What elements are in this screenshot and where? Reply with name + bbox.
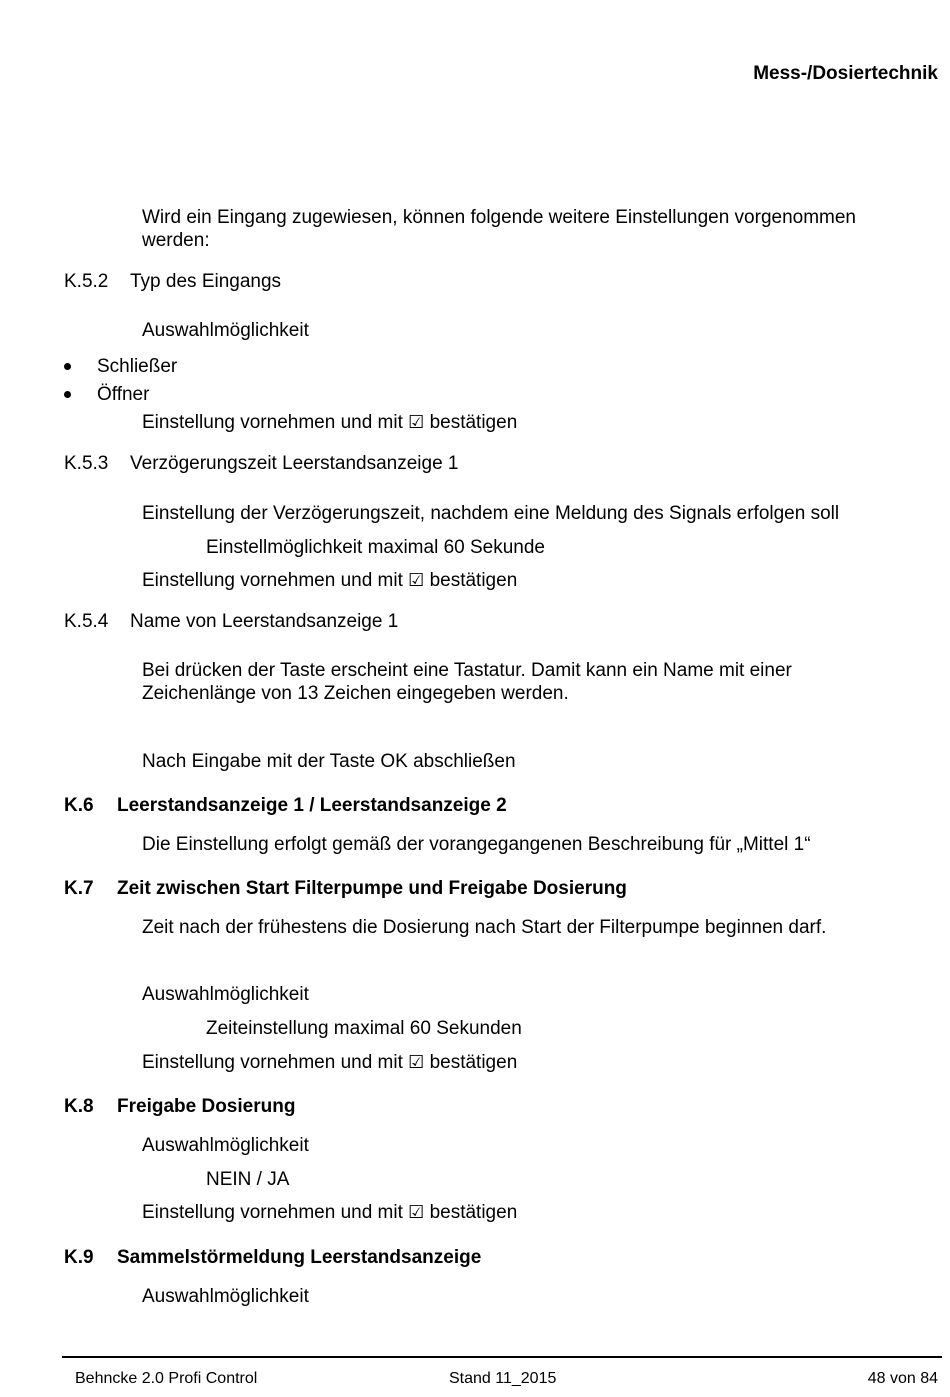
section-number: K.5.2	[64, 271, 109, 292]
section-title: Sammelstörmeldung Leerstandsanzeige	[117, 1247, 482, 1268]
choice-label: Auswahlmöglichkeit	[142, 1286, 309, 1307]
bullet-icon	[64, 355, 74, 365]
section-number: K.9	[64, 1247, 94, 1268]
section-heading-k52	[64, 270, 281, 293]
checkbox-checked-icon: ☑	[408, 1052, 425, 1073]
section-number: K.7	[64, 878, 94, 899]
section-title: Verzögerungszeit Leerstandsanzeige 1	[130, 453, 459, 474]
section-number: K.5.4	[64, 611, 109, 632]
footer-product: Behncke 2.0 Profi Control	[75, 1370, 258, 1387]
section-description: Bei drücken der Taste erscheint eine Tastatur. Damit kann ein Name mit einer	[142, 660, 792, 681]
list-item: Öffner	[97, 384, 150, 405]
page-header-title: Mess-/Dosiertechnik	[753, 63, 938, 84]
confirm-text: bestätigen	[429, 1202, 518, 1223]
choice-label: Auswahlmöglichkeit	[142, 1135, 309, 1156]
section-description: Die Einstellung erfolgt gemäß der vorangegangenen Beschreibung für „Mittel 1“	[142, 834, 811, 855]
confirm-instruction	[142, 1201, 517, 1224]
section-number: K.8	[64, 1096, 94, 1117]
choice-label: Auswahlmöglichkeit	[142, 984, 309, 1005]
confirm-instruction	[142, 1051, 517, 1074]
confirm-text: Einstellung vornehmen und mit	[142, 412, 403, 433]
confirm-text: bestätigen	[429, 412, 518, 433]
footer-divider	[62, 1356, 942, 1358]
section-heading-k9	[64, 1246, 481, 1269]
section-description: Zeit nach der frühestens die Dosierung nach Start der Filterpumpe beginnen darf.	[142, 917, 827, 938]
confirm-text: Einstellung vornehmen und mit	[142, 1202, 403, 1223]
confirm-text: bestätigen	[429, 1052, 518, 1073]
confirm-text: Einstellung vornehmen und mit	[142, 570, 403, 591]
confirm-instruction	[142, 569, 517, 592]
section-heading-k7	[64, 877, 627, 900]
section-title: Freigabe Dosierung	[117, 1096, 296, 1117]
section-heading-k54	[64, 610, 398, 633]
section-description: Einstellung der Verzögerungszeit, nachdem eine Meldung des Signals erfolgen soll	[142, 503, 840, 524]
confirm-text: Einstellung vornehmen und mit	[142, 1052, 403, 1073]
list-item: Schließer	[97, 356, 178, 377]
section-heading-k6	[64, 794, 507, 817]
footer-page-number: 48 von 84	[867, 1370, 938, 1387]
finish-instruction: Nach Eingabe mit der Taste OK abschließen	[142, 751, 516, 772]
section-title: Zeit zwischen Start Filterpumpe und Freigabe Dosierung	[117, 878, 627, 899]
intro-line-1: Wird ein Eingang zugewiesen, können folgende weitere Einstellungen vorgenommen	[142, 207, 857, 228]
confirm-instruction	[142, 411, 517, 434]
bullet-icon	[64, 383, 74, 393]
section-heading-k53	[64, 452, 459, 475]
intro-line-2: werden:	[142, 230, 210, 251]
checkbox-checked-icon: ☑	[408, 412, 425, 433]
section-heading-k8	[64, 1095, 295, 1118]
section-title: Name von Leerstandsanzeige 1	[130, 611, 399, 632]
confirm-text: bestätigen	[429, 570, 518, 591]
checkbox-checked-icon: ☑	[408, 570, 425, 591]
section-title: Leerstandsanzeige 1 / Leerstandsanzeige 2	[117, 795, 507, 816]
section-description: Zeichenlänge von 13 Zeichen eingegeben werden.	[142, 683, 569, 704]
checkbox-checked-icon: ☑	[408, 1202, 425, 1223]
section-number: K.6	[64, 795, 94, 816]
section-title: Typ des Eingangs	[130, 271, 282, 292]
choice-label: Auswahlmöglichkeit	[142, 320, 309, 341]
section-number: K.5.3	[64, 453, 109, 474]
option-text: Zeiteinstellung maximal 60 Sekunden	[206, 1018, 522, 1039]
option-text: NEIN / JA	[206, 1169, 290, 1190]
option-text: Einstellmöglichkeit maximal 60 Sekunde	[206, 537, 545, 558]
footer-version: Stand 11_2015	[449, 1370, 557, 1387]
